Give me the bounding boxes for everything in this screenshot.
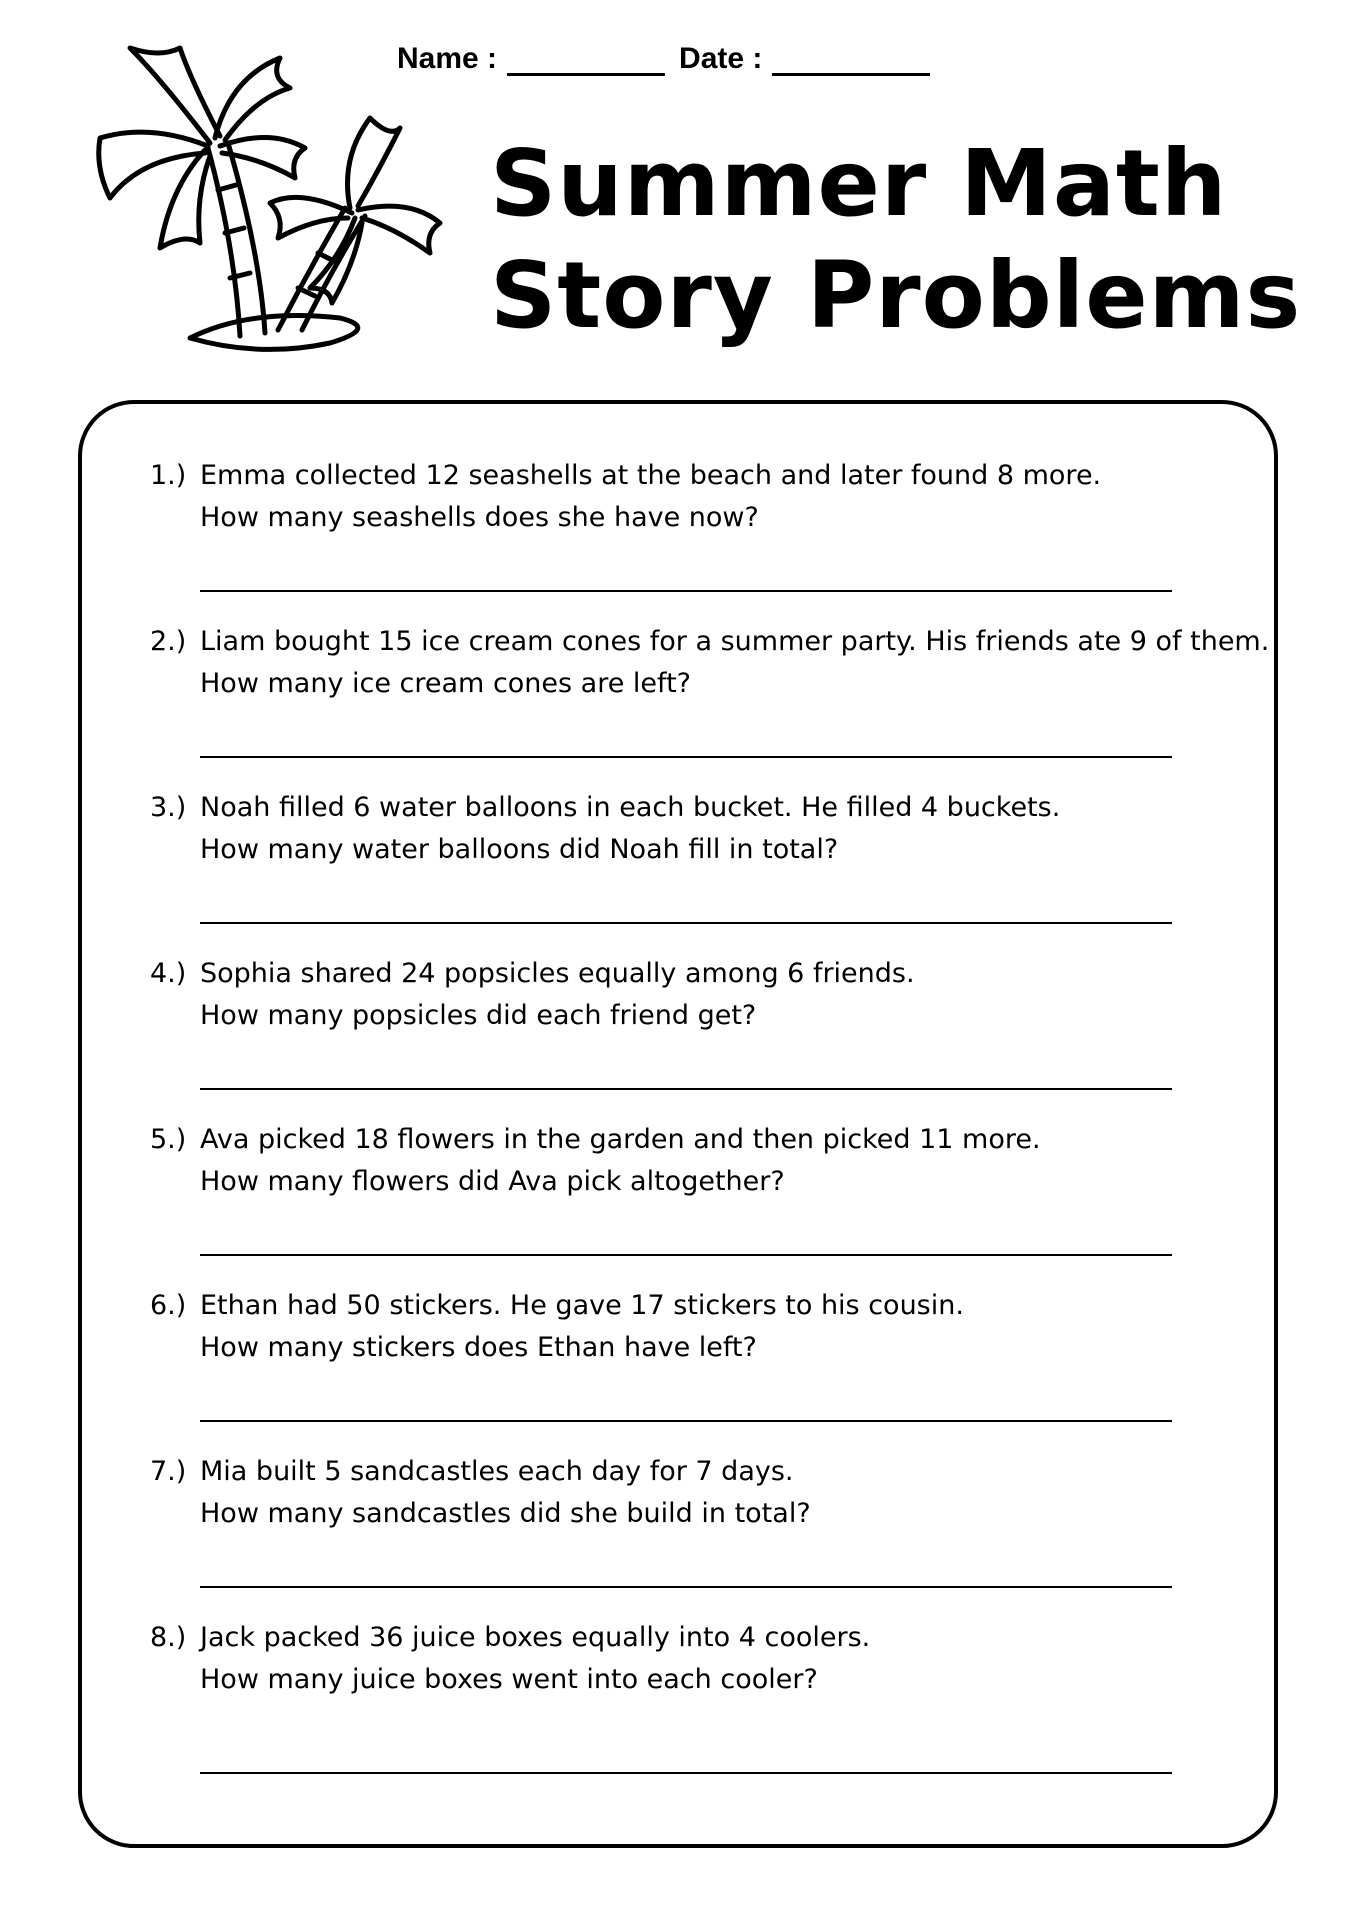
problem-question: How many ice cream cones are left? xyxy=(200,668,691,699)
problem-number: 3.) xyxy=(150,792,187,823)
problem-number: 7.) xyxy=(150,1456,187,1487)
page-title xyxy=(490,128,1301,352)
date-field[interactable] xyxy=(772,47,930,76)
problem-number: 5.) xyxy=(150,1124,187,1155)
answer-line[interactable] xyxy=(200,590,1172,592)
answer-line[interactable] xyxy=(200,1088,1172,1090)
answer-line[interactable] xyxy=(200,1586,1172,1588)
answer-line[interactable] xyxy=(200,756,1172,758)
problem-number: 2.) xyxy=(150,626,187,657)
problem-question: How many seashells does she have now? xyxy=(200,502,759,533)
date-label: Date : xyxy=(679,42,763,75)
problem-question: How many flowers did Ava pick altogether? xyxy=(200,1166,785,1197)
answer-line[interactable] xyxy=(200,1772,1172,1774)
problem-text: Noah filled 6 water balloons in each bucket. He filled 4 buckets. xyxy=(200,792,1061,823)
problem-question: How many sandcastles did she build in total? xyxy=(200,1498,811,1529)
title-line-2: Story Problems xyxy=(490,242,1302,349)
title-line-1: Summer Math xyxy=(490,130,1228,237)
problem-question: How many juice boxes went into each cooler? xyxy=(200,1664,818,1695)
problem-number: 1.) xyxy=(150,460,187,491)
problem-number: 8.) xyxy=(150,1622,187,1653)
problem-question: How many water balloons did Noah fill in total? xyxy=(200,834,839,865)
problem-text: Ethan had 50 stickers. He gave 17 stickers to his cousin. xyxy=(200,1290,964,1321)
name-field[interactable] xyxy=(507,47,665,76)
name-label: Name : xyxy=(397,42,498,75)
answer-line[interactable] xyxy=(200,1254,1172,1256)
header-fields xyxy=(397,42,944,76)
problem-text: Emma collected 12 seashells at the beach and later found 8 more. xyxy=(200,460,1102,491)
answer-line[interactable] xyxy=(200,922,1172,924)
problem-text: Ava picked 18 flowers in the garden and then picked 11 more. xyxy=(200,1124,1041,1155)
problem-number: 6.) xyxy=(150,1290,187,1321)
problem-text: Liam bought 15 ice cream cones for a summer party. His friends ate 9 of them. xyxy=(200,626,1270,657)
problem-text: Jack packed 36 juice boxes equally into 4 coolers. xyxy=(200,1622,871,1653)
problem-question: How many popsicles did each friend get? xyxy=(200,1000,757,1031)
problem-text: Mia built 5 sandcastles each day for 7 days. xyxy=(200,1456,794,1487)
answer-line[interactable] xyxy=(200,1420,1172,1422)
problem-text: Sophia shared 24 popsicles equally among 6 friends. xyxy=(200,958,915,989)
problem-question: How many stickers does Ethan have left? xyxy=(200,1332,757,1363)
problem-number: 4.) xyxy=(150,958,187,989)
